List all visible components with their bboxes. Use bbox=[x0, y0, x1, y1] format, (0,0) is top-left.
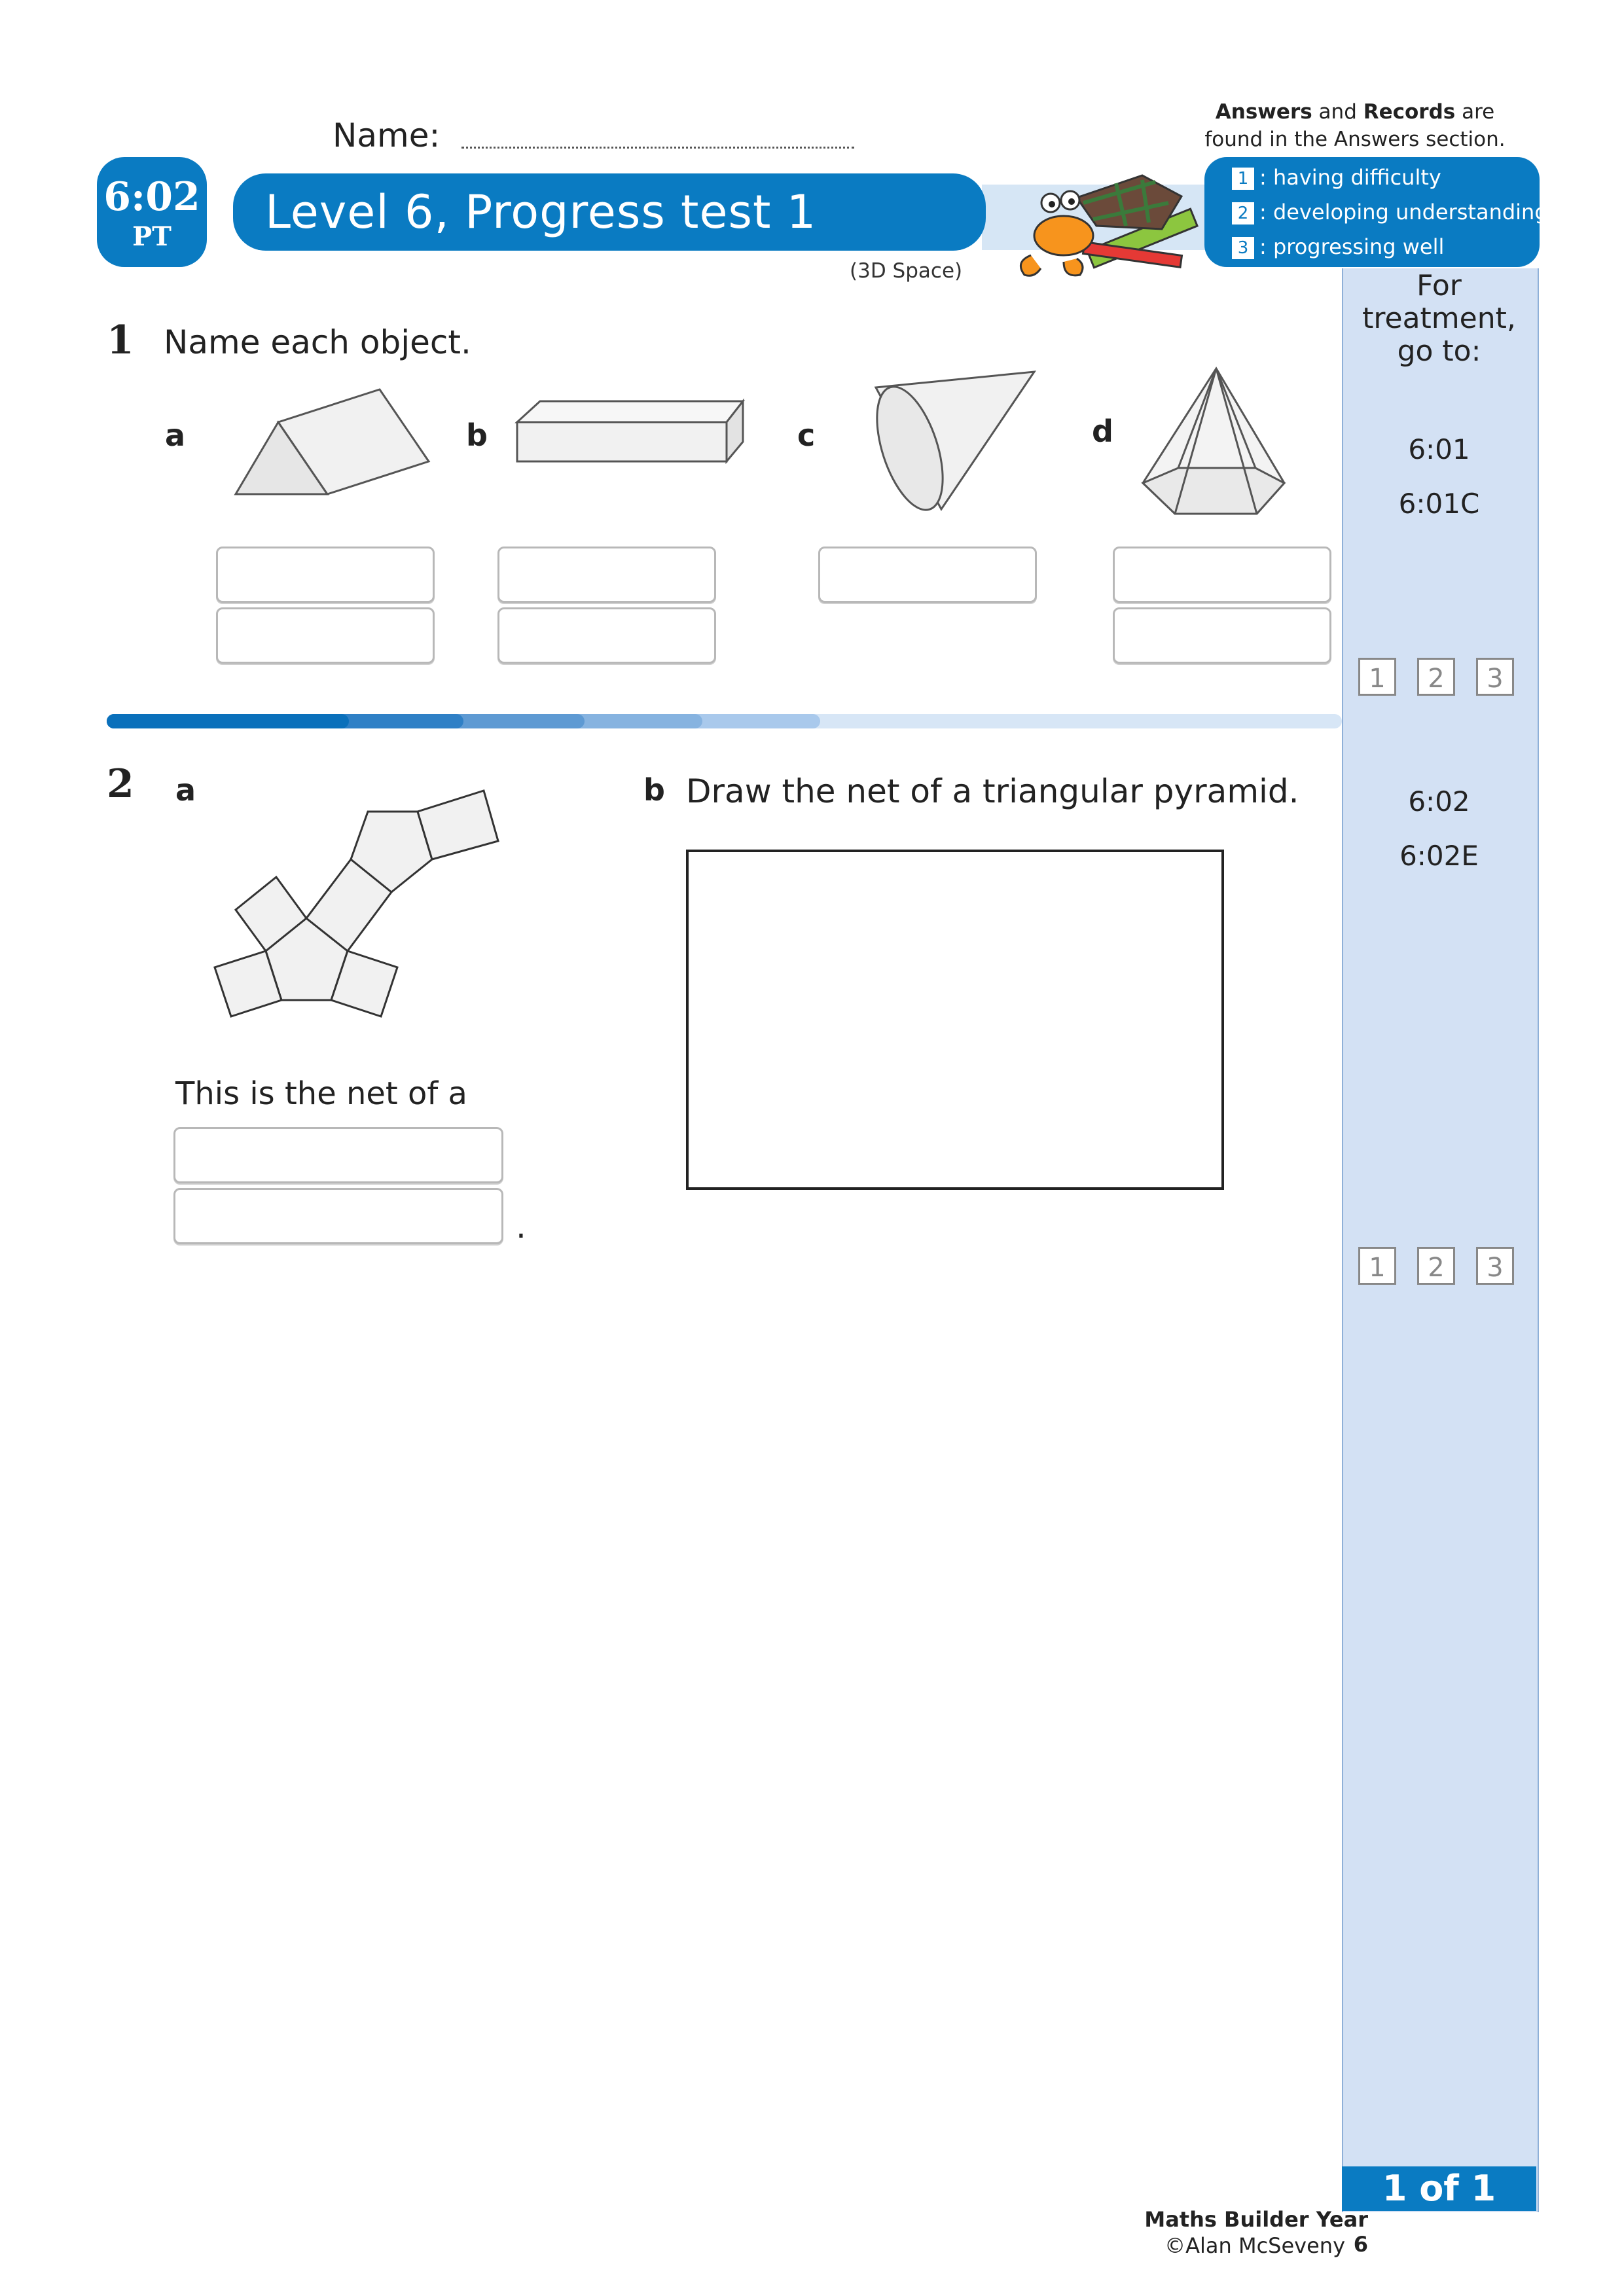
part-label: d bbox=[1092, 414, 1113, 449]
rectangular-prism-shape bbox=[514, 396, 746, 468]
score-box-q2[interactable]: 1 bbox=[1358, 1247, 1396, 1285]
score-box-q1[interactable]: 1 bbox=[1358, 658, 1396, 696]
drawing-area[interactable] bbox=[686, 850, 1224, 1190]
question-number: 2 bbox=[107, 761, 134, 807]
answer-box-1b[interactable] bbox=[497, 547, 716, 603]
treatment-sidebar bbox=[1342, 268, 1539, 2212]
section-badge bbox=[97, 157, 207, 267]
part-label: a bbox=[165, 418, 186, 453]
answer-box-1d[interactable] bbox=[1113, 607, 1331, 664]
treatment-link[interactable]: 6:02E bbox=[1399, 840, 1479, 872]
answer-box-1a[interactable] bbox=[216, 607, 435, 664]
treatment-link[interactable]: 6:02 bbox=[1408, 785, 1470, 817]
answer-box-1b[interactable] bbox=[497, 607, 716, 664]
answer-box-2a[interactable] bbox=[173, 1188, 503, 1244]
part-label: b bbox=[466, 418, 488, 453]
cone-shape bbox=[863, 367, 1039, 514]
score-legend bbox=[1204, 157, 1548, 267]
answer-box-2a[interactable] bbox=[173, 1127, 503, 1183]
name-field[interactable] bbox=[461, 147, 854, 149]
badge-sub: PT bbox=[132, 221, 171, 252]
score-box-q1[interactable]: 2 bbox=[1417, 658, 1455, 696]
score-box-q2[interactable]: 2 bbox=[1417, 1247, 1455, 1285]
net-question-text: This is the net of a bbox=[175, 1075, 467, 1112]
triangular-prism-shape bbox=[232, 383, 435, 501]
sentence-end: . bbox=[516, 1208, 526, 1246]
legend-row: 1 : having difficulty bbox=[1232, 162, 1441, 192]
page-title: Level 6, Progress test 1 bbox=[265, 185, 817, 239]
answers-note: Answers and Records are found in the Answers section. bbox=[1204, 100, 1506, 151]
score-box-q2[interactable]: 3 bbox=[1476, 1247, 1514, 1285]
question-prompt: Name each object. bbox=[164, 323, 471, 361]
part-label: a bbox=[175, 772, 196, 808]
legend-row: 2 : developing understanding bbox=[1232, 197, 1548, 227]
topic-subtitle: (3D Space) bbox=[850, 259, 963, 283]
answer-box-1d[interactable] bbox=[1113, 547, 1331, 603]
treatment-link[interactable]: 6:01C bbox=[1398, 488, 1480, 520]
pentagonal-prism-net-shape bbox=[196, 782, 504, 1024]
answer-box-1a[interactable] bbox=[216, 547, 435, 603]
copyright: ©Alan McSeveny bbox=[1164, 2233, 1345, 2258]
draw-question-text: Draw the net of a triangular pyramid. bbox=[686, 772, 1299, 810]
answer-box-1c[interactable] bbox=[818, 547, 1037, 603]
section-divider bbox=[107, 714, 1342, 728]
sidebar-heading: For treatment, go to: bbox=[1362, 269, 1516, 368]
crab-mascot-icon bbox=[985, 157, 1221, 278]
part-label: b bbox=[643, 772, 665, 808]
page-number: 1 of 1 bbox=[1342, 2166, 1536, 2211]
badge-code: 6:02 bbox=[103, 174, 200, 220]
book-title: Maths Builder Year 6 bbox=[1144, 2207, 1368, 2257]
treatment-link[interactable]: 6:01 bbox=[1408, 433, 1470, 465]
name-label: Name: bbox=[333, 117, 441, 154]
question-number: 1 bbox=[107, 317, 134, 363]
pentagonal-pyramid-shape bbox=[1139, 363, 1296, 520]
score-box-q1[interactable]: 3 bbox=[1476, 658, 1514, 696]
part-label: c bbox=[797, 418, 816, 453]
legend-row: 3 : progressing well bbox=[1232, 232, 1444, 262]
